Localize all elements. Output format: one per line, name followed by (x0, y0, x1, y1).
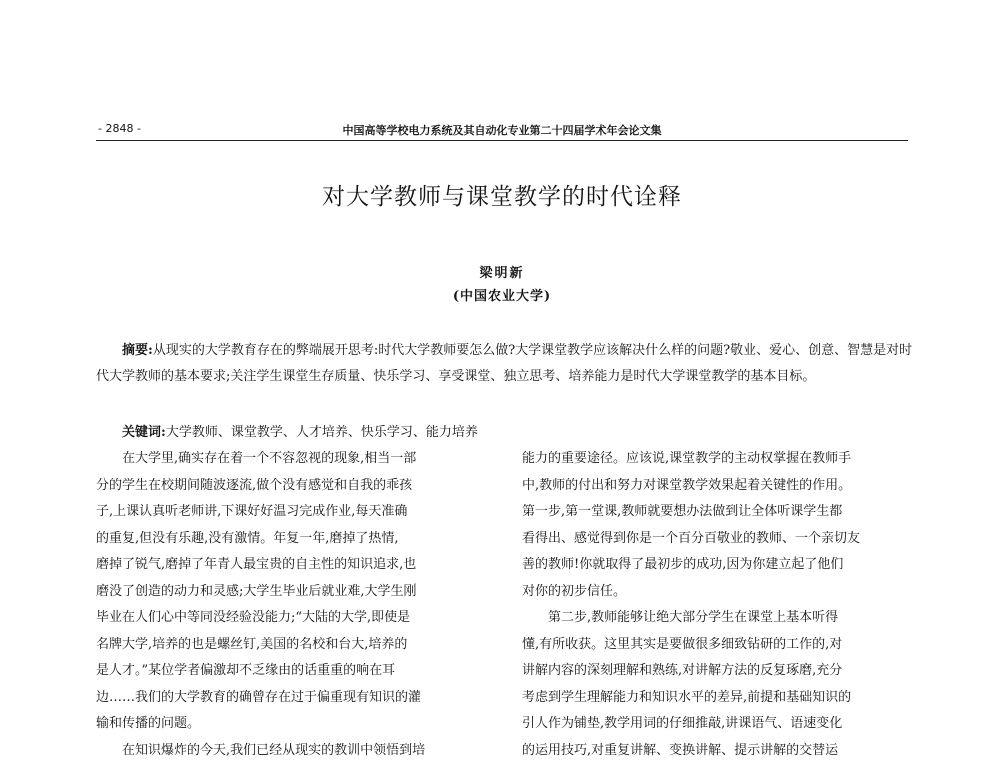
body-line: 子,上课认真听老师讲,下课好好温习完成作业,每天准确 (96, 499, 484, 526)
abstract-label: 摘要: (122, 343, 153, 358)
body-line: 边……我们的大学教育的确曾存在过于偏重现有知识的灌 (96, 685, 484, 712)
author-affiliation: (中国农业大学) (96, 285, 908, 304)
body-line: 在大学里,确实存在着一个不容忽视的现象,相当一部 (96, 446, 484, 473)
body-line: 磨没了创造的动力和灵感;大学生毕业后就业难,大学生刚 (96, 579, 484, 606)
body-line: 讲解内容的深刻理解和熟练,对讲解方法的反复琢磨,充分 (522, 658, 912, 685)
body-line: 第一步,第一堂课,教师就要想办法做到让全体听课学生都 (522, 499, 912, 526)
keywords (122, 420, 478, 446)
body-line: 输和传播的问题。 (96, 711, 484, 738)
body-line: 对你的初步信任。 (522, 579, 912, 606)
keywords-label: 关键词: (122, 425, 166, 440)
right-column (522, 446, 912, 764)
keywords-text: 大学教师、课堂教学、人才培养、快乐学习、能力培养 (166, 425, 478, 440)
body-line: 的重复,但没有乐趣,没有激情。年复一年,磨掉了热情, (96, 526, 484, 553)
body-line: 考虑到学生理解能力和知识水平的差异,前提和基础知识的 (522, 685, 912, 712)
body-line: 中,教师的付出和努力对课堂教学效果起着关键性的作用。 (522, 473, 912, 500)
body-line: 引人作为铺垫,教学用词的仔细推敲,讲课语气、语速变化 (522, 711, 912, 738)
author-name: 梁明新 (96, 262, 908, 281)
body-line: 毕业在人们心中等同没经验没能力;“大陆的大学,即使是 (96, 605, 484, 632)
body-line: 是人才。”某位学者偏激却不乏缘由的话重重的响在耳 (96, 658, 484, 685)
body-line: 第二步,教师能够让绝大部分学生在课堂上基本听得 (522, 605, 912, 632)
body-line: 看得出、感觉得到你是一个百分百敬业的教师、一个亲切友 (522, 526, 912, 553)
page-number: - 2848 - (98, 122, 141, 135)
body-line: 懂,有所收获。这里其实是要做很多细致钻研的工作的,对 (522, 632, 912, 659)
body-line: 善的教师!你就取得了最初步的成功,因为你建立起了他们 (522, 552, 912, 579)
body-line: 在知识爆炸的今天,我们已经从现实的教训中领悟到培 (96, 738, 484, 764)
paper-title: 对大学教师与课堂教学的时代诠释 (96, 178, 908, 211)
body-line: 磨掉了锐气,磨掉了年青人最宝贵的自主性的知识追求,也 (96, 552, 484, 579)
body-line: 名牌大学,培养的也是螺丝钉,美国的名校和台大,培养的 (96, 632, 484, 659)
body-line: 能力的重要途径。应该说,课堂教学的主动权掌握在教师手 (522, 446, 912, 473)
abstract (96, 338, 916, 390)
journal-title: 中国高等学校电力系统及其自动化专业第二十四届学术年会论文集 (96, 122, 908, 138)
left-column (96, 446, 484, 764)
abstract-text: 从现实的大学教育存在的弊端展开思考:时代大学教师要怎么做?大学课堂教学应该解决什么样的问题?敬业、爱心、创意、智慧是对时代大学教师的基本要求;关注学生课堂生存质量、快乐学习、享受课堂、独立思考、培养能力是时代大学课堂教学的基本目标。 (96, 343, 912, 384)
body-line: 分的学生在校期间随波逐流,做个没有感觉和自我的乖孩 (96, 473, 484, 500)
body-line: 的运用技巧,对重复讲解、变换讲解、提示讲解的交替运 (522, 738, 912, 764)
running-header (96, 118, 908, 141)
